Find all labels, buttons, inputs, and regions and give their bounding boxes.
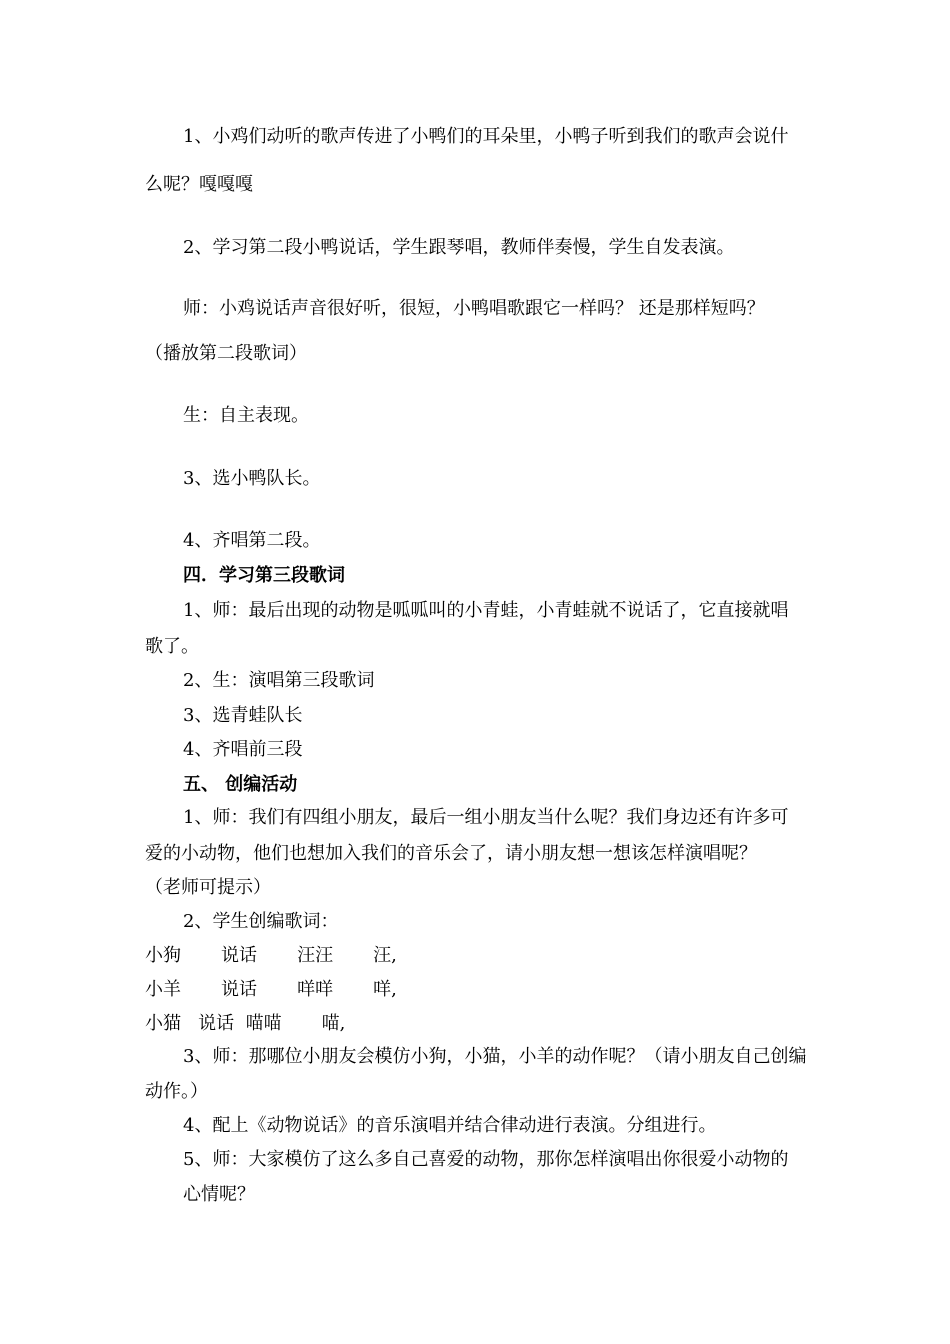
paragraph-line: 2、学习第二段小鸭说话，学生跟琴唱，教师伴奏慢，学生自发表演。: [183, 237, 735, 258]
paragraph-line: 5、师：大家模仿了这么多自己喜爱的动物，那你怎样演唱出你很爱小动物的: [183, 1149, 789, 1170]
lyric-line: 小猫 说话 喵喵 喵,: [145, 1013, 346, 1034]
paragraph-line: 动作。）: [145, 1081, 208, 1102]
paragraph-line: 心情呢？: [183, 1184, 255, 1205]
paragraph-line: 歌了。: [145, 636, 199, 657]
paragraph-line: 2、生：演唱第三段歌词: [183, 670, 375, 691]
paragraph-line: 2、学生创编歌词：: [183, 911, 339, 932]
section-heading: 五、 创编活动: [183, 774, 298, 795]
paragraph-line: 3、师：那哪位小朋友会模仿小狗，小猫，小羊的动作呢？（请小朋友自己创编: [183, 1046, 807, 1067]
paragraph-line: 4、配上《动物说话》的音乐演唱并结合律动进行表演。分组进行。: [183, 1115, 717, 1136]
paragraph-line: （播放第二段歌词）: [145, 343, 307, 364]
paragraph-line: 师：小鸡说话声音很好听，很短，小鸭唱歌跟它一样吗？ 还是那样短吗？: [183, 298, 765, 319]
paragraph-line: 3、选小鸭队长。: [183, 468, 321, 489]
section-heading: 四．学习第三段歌词: [183, 565, 345, 586]
paragraph-line: 1、师：我们有四组小朋友，最后一组小朋友当什么呢？我们身边还有许多可: [183, 807, 789, 828]
paragraph-line: 么呢？嘎嘎嘎: [145, 174, 253, 195]
lyric-line: 小羊 说话 咩咩 咩,: [145, 979, 397, 1000]
paragraph-line: 爱的小动物，他们也想加入我们的音乐会了，请小朋友想一想该怎样演唱呢？: [145, 843, 757, 864]
paragraph-line: 3、选青蛙队长: [183, 705, 303, 726]
paragraph-line: 1、小鸡们动听的歌声传进了小鸭们的耳朵里，小鸭子听到我们的歌声会说什: [183, 126, 789, 147]
paragraph-line: （老师可提示）: [145, 877, 271, 898]
paragraph-line: 4、齐唱前三段: [183, 739, 303, 760]
lyric-line: 小狗 说话 汪汪 汪,: [145, 945, 397, 966]
paragraph-line: 1、师：最后出现的动物是呱呱叫的小青蛙，小青蛙就不说话了，它直接就唱: [183, 600, 789, 621]
paragraph-line: 生：自主表现。: [183, 405, 309, 426]
paragraph-line: 4、齐唱第二段。: [183, 530, 321, 551]
